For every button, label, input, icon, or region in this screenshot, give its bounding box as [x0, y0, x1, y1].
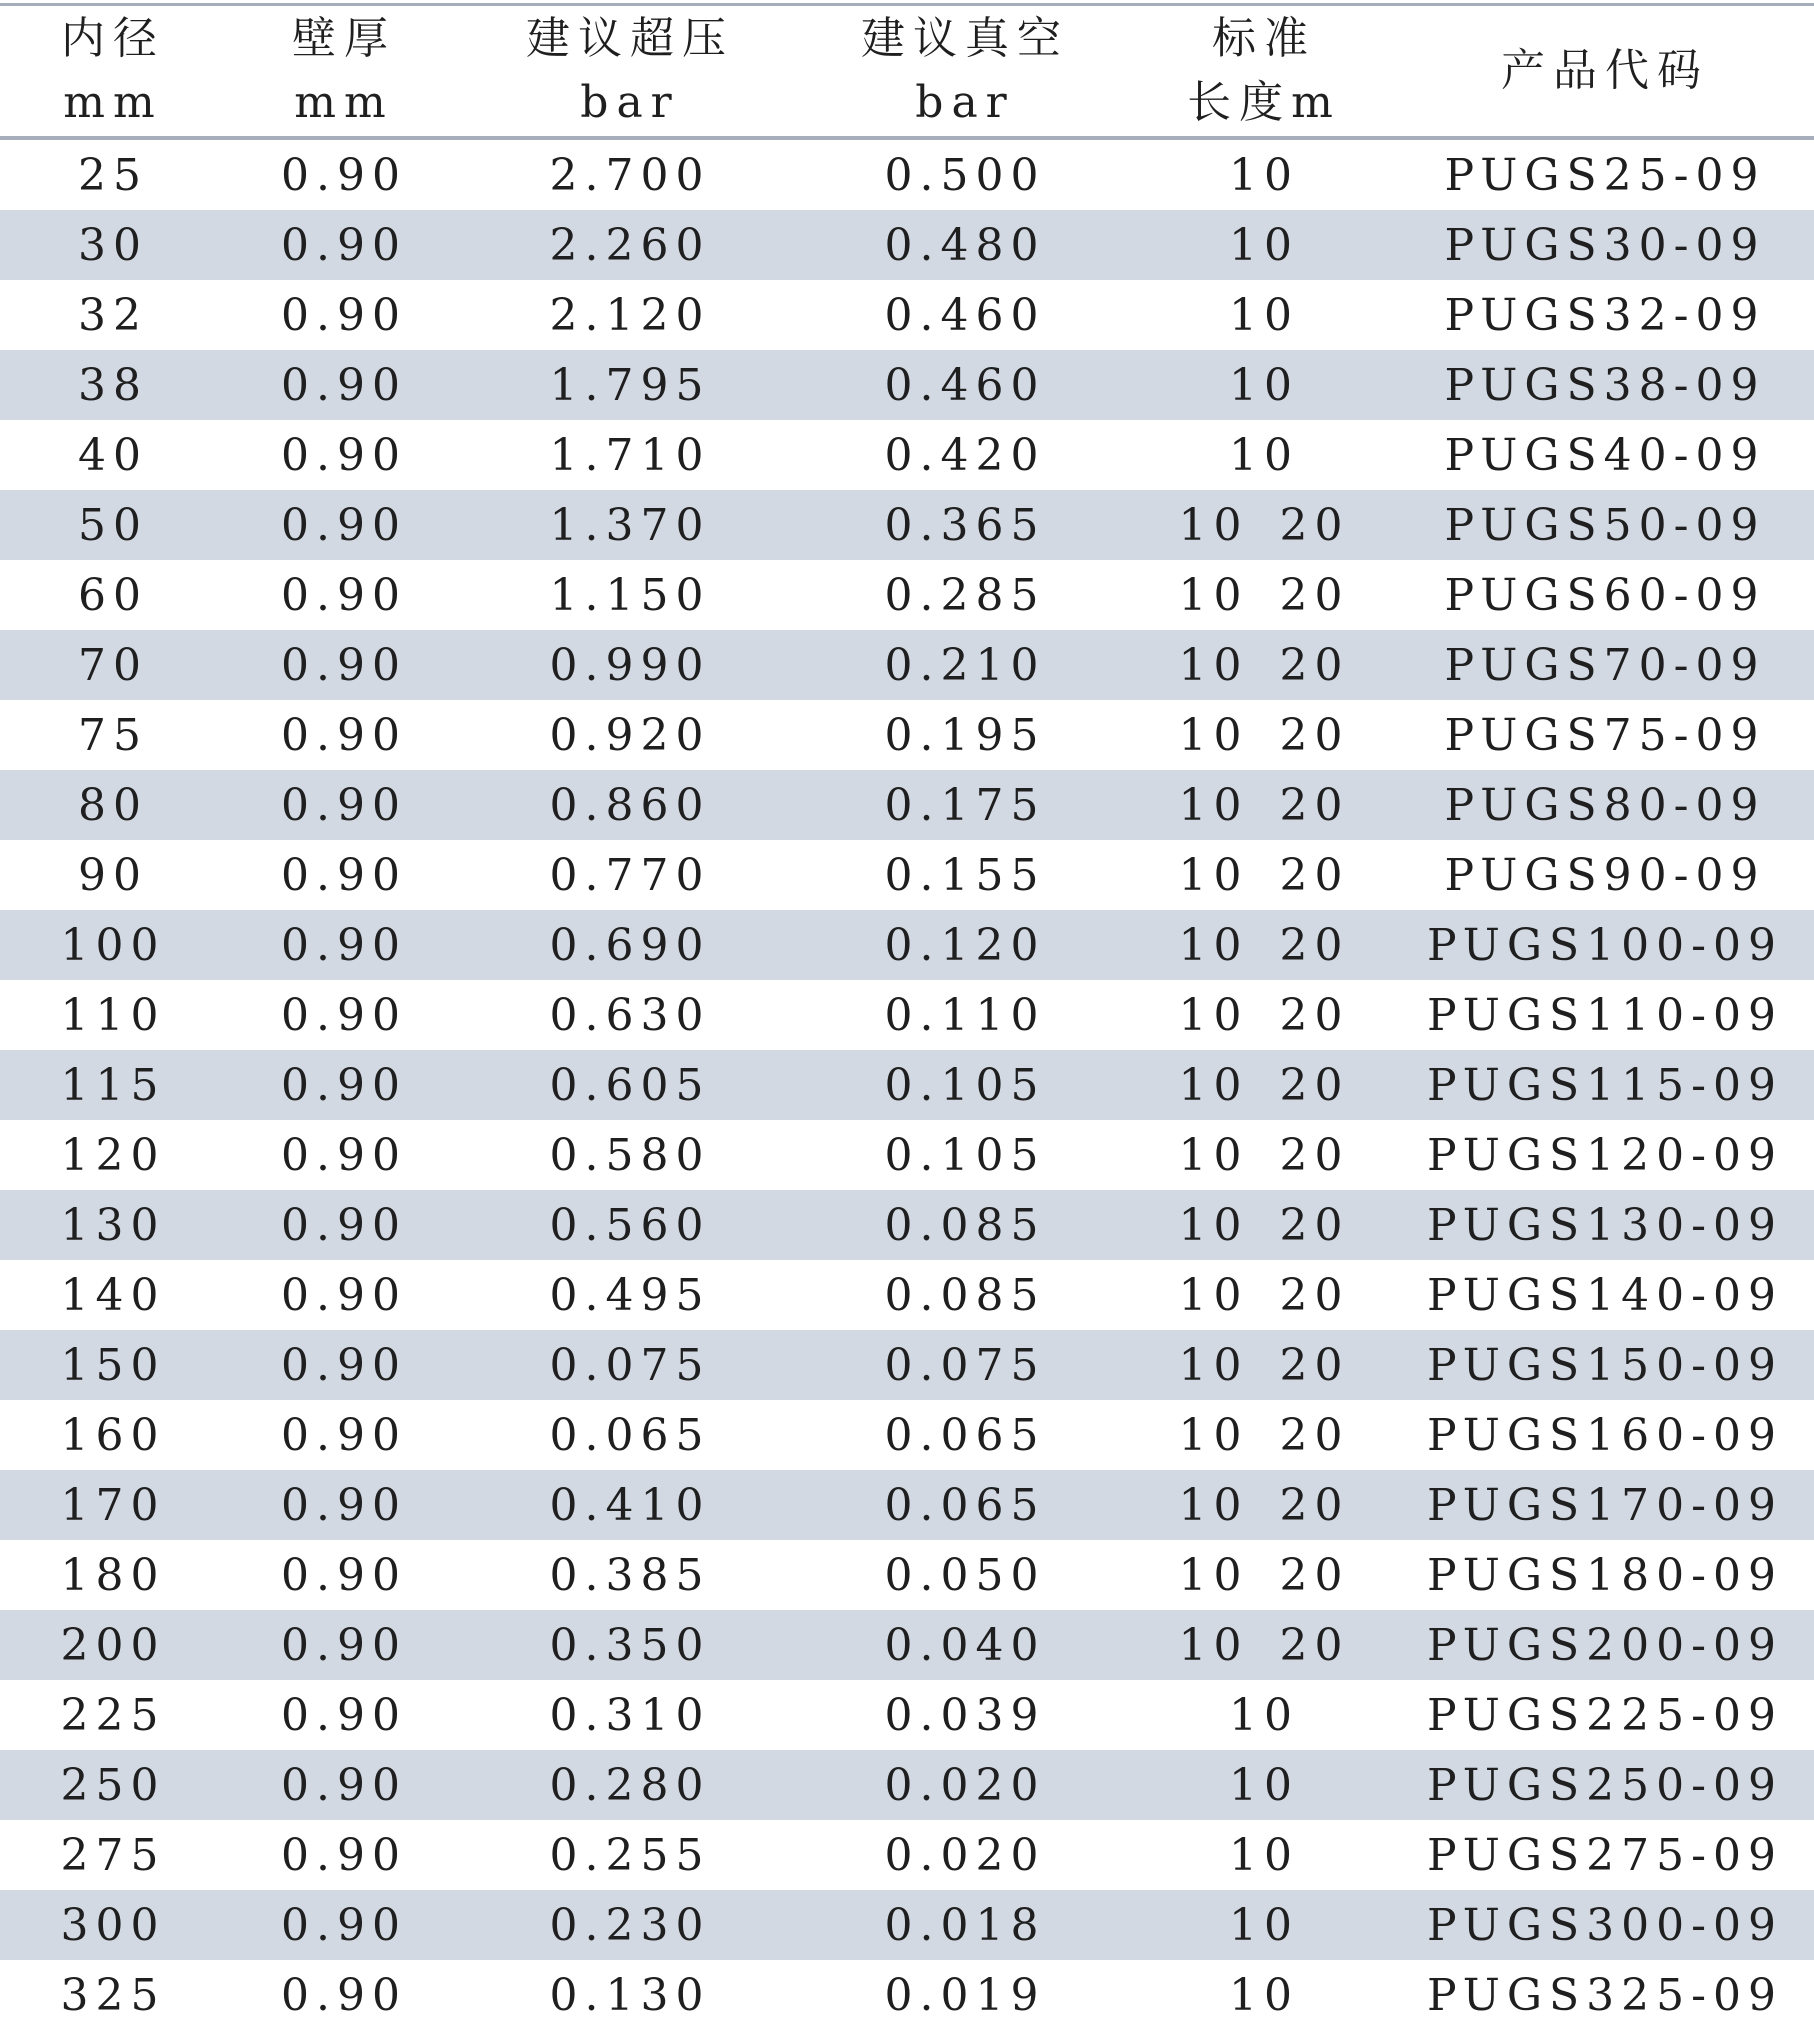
length-cell: 10 20 — [1132, 1470, 1396, 1540]
table-row — [0, 770, 1814, 840]
overpressure-cell: 0.920 — [462, 700, 798, 770]
product-code-cell: PUGS75-09 — [1396, 700, 1814, 770]
inner-diameter-cell: 170 — [0, 1470, 226, 1540]
table-row — [0, 1820, 1814, 1890]
inner-diameter-cell: 115 — [0, 1050, 226, 1120]
inner-diameter-cell: 200 — [0, 1610, 226, 1680]
vacuum-cell: 0.085 — [798, 1190, 1132, 1260]
vacuum-cell: 0.155 — [798, 840, 1132, 910]
wall-thickness-cell: 0.90 — [226, 1400, 462, 1470]
overpressure-cell: 0.630 — [462, 980, 798, 1050]
header-standard-length: 标准 长度m — [1187, 13, 1341, 128]
vacuum-cell: 0.019 — [798, 1960, 1132, 2030]
length-cell: 10 20 — [1132, 1330, 1396, 1400]
table-body — [0, 140, 1814, 2030]
wall-thickness-cell: 0.90 — [226, 1120, 462, 1190]
product-code-cell: PUGS50-09 — [1396, 490, 1814, 560]
product-code-cell: PUGS140-09 — [1396, 1260, 1814, 1330]
length-cell: 10 — [1132, 350, 1396, 420]
table-row — [0, 1890, 1814, 1960]
wall-thickness-cell: 0.90 — [226, 140, 462, 210]
inner-diameter-cell: 40 — [0, 420, 226, 490]
table-row — [0, 840, 1814, 910]
length-cell: 10 20 — [1132, 1400, 1396, 1470]
product-code-cell: PUGS130-09 — [1396, 1190, 1814, 1260]
length-cell: 10 — [1132, 1820, 1396, 1890]
table-row — [0, 1400, 1814, 1470]
vacuum-cell: 0.018 — [798, 1890, 1132, 1960]
overpressure-cell: 0.255 — [462, 1820, 798, 1890]
vacuum-cell: 0.175 — [798, 770, 1132, 840]
wall-thickness-cell: 0.90 — [226, 1540, 462, 1610]
length-cell: 10 20 — [1132, 1050, 1396, 1120]
vacuum-cell: 0.065 — [798, 1400, 1132, 1470]
wall-thickness-cell: 0.90 — [226, 1260, 462, 1330]
length-cell: 10 20 — [1132, 560, 1396, 630]
length-cell: 10 20 — [1132, 1610, 1396, 1680]
length-cell: 10 — [1132, 280, 1396, 350]
vacuum-cell: 0.365 — [798, 490, 1132, 560]
vacuum-cell: 0.039 — [798, 1680, 1132, 1750]
inner-diameter-cell: 225 — [0, 1680, 226, 1750]
wall-thickness-cell: 0.90 — [226, 1470, 462, 1540]
overpressure-cell: 0.580 — [462, 1120, 798, 1190]
vacuum-cell: 0.105 — [798, 1120, 1132, 1190]
product-code-cell: PUGS110-09 — [1396, 980, 1814, 1050]
header-wall-thickness: 壁厚 mm — [292, 13, 396, 128]
inner-diameter-cell: 80 — [0, 770, 226, 840]
overpressure-cell: 0.350 — [462, 1610, 798, 1680]
length-cell: 10 20 — [1132, 1540, 1396, 1610]
inner-diameter-cell: 160 — [0, 1400, 226, 1470]
wall-thickness-cell: 0.90 — [226, 210, 462, 280]
length-cell: 10 20 — [1132, 1120, 1396, 1190]
inner-diameter-cell: 25 — [0, 140, 226, 210]
overpressure-cell: 1.150 — [462, 560, 798, 630]
table-row — [0, 1190, 1814, 1260]
vacuum-cell: 0.460 — [798, 280, 1132, 350]
wall-thickness-cell: 0.90 — [226, 770, 462, 840]
table-row — [0, 490, 1814, 560]
overpressure-cell: 1.370 — [462, 490, 798, 560]
wall-thickness-cell: 0.90 — [226, 1330, 462, 1400]
vacuum-cell: 0.500 — [798, 140, 1132, 210]
table-row — [0, 1610, 1814, 1680]
overpressure-cell: 2.120 — [462, 280, 798, 350]
header-inner-diameter: 内径 mm — [61, 13, 165, 128]
length-cell: 10 20 — [1132, 490, 1396, 560]
wall-thickness-cell: 0.90 — [226, 1190, 462, 1260]
table-row — [0, 700, 1814, 770]
wall-thickness-cell: 0.90 — [226, 1680, 462, 1750]
vacuum-cell: 0.065 — [798, 1470, 1132, 1540]
product-code-cell: PUGS30-09 — [1396, 210, 1814, 280]
vacuum-cell: 0.020 — [798, 1750, 1132, 1820]
overpressure-cell: 0.690 — [462, 910, 798, 980]
table-row — [0, 1470, 1814, 1540]
vacuum-cell: 0.105 — [798, 1050, 1132, 1120]
table-row — [0, 1050, 1814, 1120]
table-row — [0, 1680, 1814, 1750]
vacuum-cell: 0.085 — [798, 1260, 1132, 1330]
overpressure-cell: 0.990 — [462, 630, 798, 700]
table-row — [0, 1330, 1814, 1400]
inner-diameter-cell: 90 — [0, 840, 226, 910]
wall-thickness-cell: 0.90 — [226, 490, 462, 560]
length-cell: 10 — [1132, 140, 1396, 210]
product-code-cell: PUGS180-09 — [1396, 1540, 1814, 1610]
vacuum-cell: 0.110 — [798, 980, 1132, 1050]
length-cell: 10 — [1132, 1960, 1396, 2030]
inner-diameter-cell: 75 — [0, 700, 226, 770]
product-code-cell: PUGS32-09 — [1396, 280, 1814, 350]
table-row — [0, 420, 1814, 490]
vacuum-cell: 0.195 — [798, 700, 1132, 770]
overpressure-cell: 0.310 — [462, 1680, 798, 1750]
product-code-cell: PUGS250-09 — [1396, 1750, 1814, 1820]
wall-thickness-cell: 0.90 — [226, 630, 462, 700]
overpressure-cell: 0.495 — [462, 1260, 798, 1330]
vacuum-cell: 0.075 — [798, 1330, 1132, 1400]
wall-thickness-cell: 0.90 — [226, 1610, 462, 1680]
table-row — [0, 1750, 1814, 1820]
vacuum-cell: 0.460 — [798, 350, 1132, 420]
header-recommended-overpressure: 建议超压 bar — [526, 13, 734, 128]
wall-thickness-cell: 0.90 — [226, 1960, 462, 2030]
wall-thickness-cell: 0.90 — [226, 350, 462, 420]
inner-diameter-cell: 100 — [0, 910, 226, 980]
overpressure-cell: 0.560 — [462, 1190, 798, 1260]
overpressure-cell: 0.280 — [462, 1750, 798, 1820]
product-code-cell: PUGS325-09 — [1396, 1960, 1814, 2030]
overpressure-cell: 2.260 — [462, 210, 798, 280]
product-code-cell: PUGS200-09 — [1396, 1610, 1814, 1680]
vacuum-cell: 0.050 — [798, 1540, 1132, 1610]
overpressure-cell: 0.770 — [462, 840, 798, 910]
product-code-cell: PUGS160-09 — [1396, 1400, 1814, 1470]
overpressure-cell: 0.385 — [462, 1540, 798, 1610]
vacuum-cell: 0.120 — [798, 910, 1132, 980]
table-row — [0, 1960, 1814, 2030]
length-cell: 10 — [1132, 1680, 1396, 1750]
inner-diameter-cell: 32 — [0, 280, 226, 350]
overpressure-cell: 1.795 — [462, 350, 798, 420]
wall-thickness-cell: 0.90 — [226, 910, 462, 980]
product-code-cell: PUGS150-09 — [1396, 1330, 1814, 1400]
length-cell: 10 20 — [1132, 910, 1396, 980]
inner-diameter-cell: 300 — [0, 1890, 226, 1960]
overpressure-cell: 0.075 — [462, 1330, 798, 1400]
inner-diameter-cell: 130 — [0, 1190, 226, 1260]
inner-diameter-cell: 50 — [0, 490, 226, 560]
inner-diameter-cell: 70 — [0, 630, 226, 700]
wall-thickness-cell: 0.90 — [226, 420, 462, 490]
overpressure-cell: 0.065 — [462, 1400, 798, 1470]
product-code-cell: PUGS80-09 — [1396, 770, 1814, 840]
length-cell: 10 — [1132, 1890, 1396, 1960]
table-row — [0, 1120, 1814, 1190]
inner-diameter-cell: 180 — [0, 1540, 226, 1610]
length-cell: 10 20 — [1132, 1190, 1396, 1260]
overpressure-cell: 0.605 — [462, 1050, 798, 1120]
product-code-cell: PUGS90-09 — [1396, 840, 1814, 910]
table-row — [0, 350, 1814, 420]
length-cell: 10 — [1132, 420, 1396, 490]
inner-diameter-cell: 30 — [0, 210, 226, 280]
vacuum-cell: 0.420 — [798, 420, 1132, 490]
wall-thickness-cell: 0.90 — [226, 1890, 462, 1960]
inner-diameter-cell: 140 — [0, 1260, 226, 1330]
wall-thickness-cell: 0.90 — [226, 980, 462, 1050]
overpressure-cell: 0.410 — [462, 1470, 798, 1540]
wall-thickness-cell: 0.90 — [226, 700, 462, 770]
length-cell: 10 — [1132, 1750, 1396, 1820]
vacuum-cell: 0.210 — [798, 630, 1132, 700]
inner-diameter-cell: 38 — [0, 350, 226, 420]
wall-thickness-cell: 0.90 — [226, 840, 462, 910]
table-row — [0, 1540, 1814, 1610]
vacuum-cell: 0.040 — [798, 1610, 1132, 1680]
product-code-cell: PUGS300-09 — [1396, 1890, 1814, 1960]
length-cell: 10 20 — [1132, 700, 1396, 770]
overpressure-cell: 0.130 — [462, 1960, 798, 2030]
product-code-cell: PUGS115-09 — [1396, 1050, 1814, 1120]
table-row — [0, 280, 1814, 350]
overpressure-cell: 0.230 — [462, 1890, 798, 1960]
length-cell: 10 20 — [1132, 1260, 1396, 1330]
product-code-cell: PUGS40-09 — [1396, 420, 1814, 490]
inner-diameter-cell: 120 — [0, 1120, 226, 1190]
header-recommended-vacuum: 建议真空 bar — [861, 13, 1069, 128]
inner-diameter-cell: 250 — [0, 1750, 226, 1820]
length-cell: 10 20 — [1132, 980, 1396, 1050]
length-cell: 10 — [1132, 210, 1396, 280]
product-code-cell: PUGS70-09 — [1396, 630, 1814, 700]
product-code-cell: PUGS38-09 — [1396, 350, 1814, 420]
inner-diameter-cell: 60 — [0, 560, 226, 630]
spec-table — [0, 6, 1814, 2030]
inner-diameter-cell: 275 — [0, 1820, 226, 1890]
product-code-cell: PUGS100-09 — [1396, 910, 1814, 980]
table-row — [0, 560, 1814, 630]
product-code-cell: PUGS275-09 — [1396, 1820, 1814, 1890]
header-product-code: 产品代码 — [1501, 45, 1709, 96]
wall-thickness-cell: 0.90 — [226, 1050, 462, 1120]
product-code-cell: PUGS170-09 — [1396, 1470, 1814, 1540]
length-cell: 10 20 — [1132, 840, 1396, 910]
product-code-cell: PUGS25-09 — [1396, 140, 1814, 210]
inner-diameter-cell: 325 — [0, 1960, 226, 2030]
table-row — [0, 910, 1814, 980]
header-row — [0, 6, 1814, 136]
overpressure-cell: 1.710 — [462, 420, 798, 490]
inner-diameter-cell: 110 — [0, 980, 226, 1050]
length-cell: 10 20 — [1132, 630, 1396, 700]
vacuum-cell: 0.020 — [798, 1820, 1132, 1890]
product-code-cell: PUGS60-09 — [1396, 560, 1814, 630]
wall-thickness-cell: 0.90 — [226, 560, 462, 630]
table-row — [0, 980, 1814, 1050]
table-row — [0, 630, 1814, 700]
overpressure-cell: 0.860 — [462, 770, 798, 840]
table-row — [0, 210, 1814, 280]
length-cell: 10 20 — [1132, 770, 1396, 840]
product-code-cell: PUGS225-09 — [1396, 1680, 1814, 1750]
vacuum-cell: 0.480 — [798, 210, 1132, 280]
table-row — [0, 1260, 1814, 1330]
overpressure-cell: 2.700 — [462, 140, 798, 210]
table-row — [0, 140, 1814, 210]
wall-thickness-cell: 0.90 — [226, 280, 462, 350]
wall-thickness-cell: 0.90 — [226, 1750, 462, 1820]
product-code-cell: PUGS120-09 — [1396, 1120, 1814, 1190]
inner-diameter-cell: 150 — [0, 1330, 226, 1400]
wall-thickness-cell: 0.90 — [226, 1820, 462, 1890]
vacuum-cell: 0.285 — [798, 560, 1132, 630]
